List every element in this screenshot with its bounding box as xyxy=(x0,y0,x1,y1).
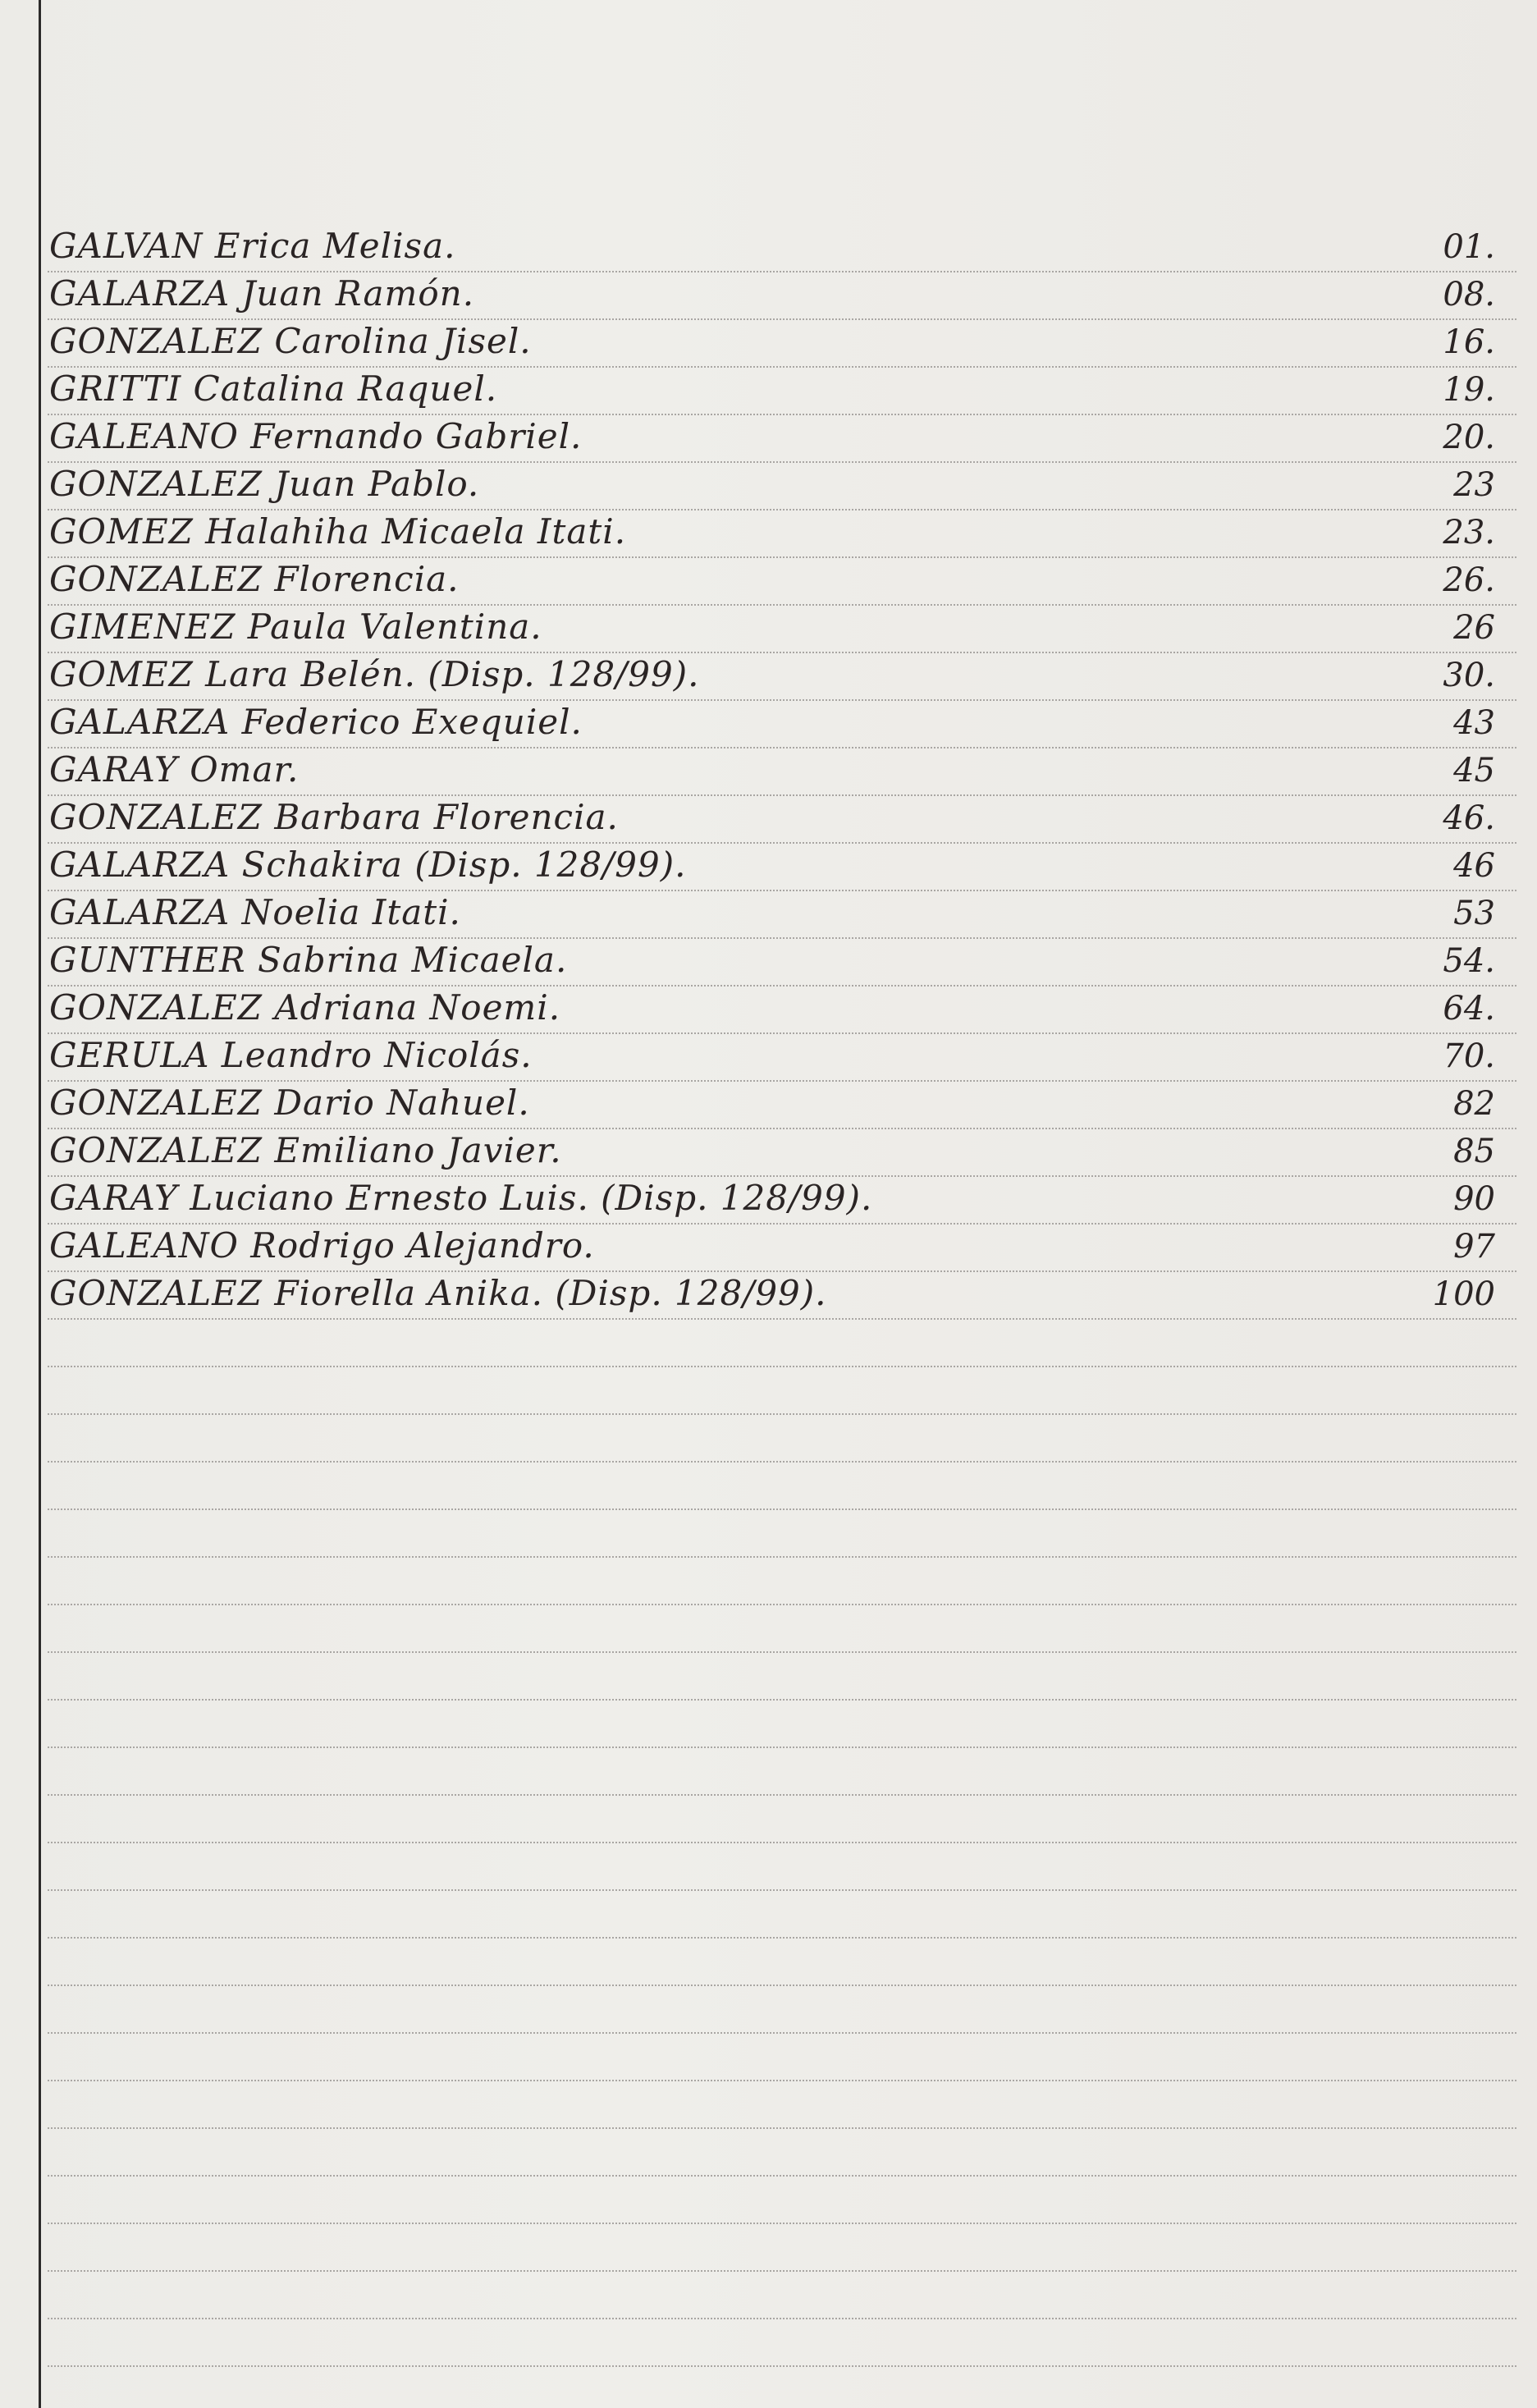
student-name: GALEANO Fernando Gabriel. xyxy=(49,416,583,456)
list-item xyxy=(49,937,1518,985)
list-item xyxy=(49,1270,1518,1318)
ruled-line xyxy=(48,1556,1516,1558)
student-name: GONZALEZ Juan Pablo. xyxy=(49,464,480,504)
student-name: GONZALEZ Barbara Florencia. xyxy=(49,797,619,837)
student-name: GALVAN Erica Melisa. xyxy=(49,226,456,266)
student-name: GALARZA Federico Exequiel. xyxy=(49,702,583,742)
list-item xyxy=(49,890,1518,937)
student-number: 97 xyxy=(1453,1228,1495,1266)
student-name: GALARZA Noelia Itati. xyxy=(49,892,461,932)
list-item xyxy=(49,699,1518,747)
student-name: GALEANO Rodrigo Alejandro. xyxy=(49,1225,595,1266)
ruled-line xyxy=(48,1413,1516,1415)
ruled-line xyxy=(48,2080,1516,2081)
student-number: 45 xyxy=(1453,752,1495,790)
student-number: 23. xyxy=(1443,514,1495,552)
list-item xyxy=(49,842,1518,890)
student-name: GALARZA Schakira (Disp. 128/99). xyxy=(49,845,687,885)
student-number: 23 xyxy=(1453,466,1495,504)
student-number: 46 xyxy=(1453,847,1495,885)
list-item xyxy=(49,556,1518,604)
student-number: 53 xyxy=(1453,895,1495,932)
ruled-line xyxy=(48,1746,1516,1748)
list-item xyxy=(49,1128,1518,1175)
ruled-line xyxy=(48,1461,1516,1463)
ruled-line xyxy=(48,1651,1516,1653)
list-item xyxy=(49,794,1518,842)
list-item xyxy=(49,1032,1518,1080)
ruled-line xyxy=(48,1366,1516,1367)
student-number: 46. xyxy=(1443,799,1495,837)
list-item xyxy=(49,1080,1518,1128)
list-item xyxy=(49,366,1518,414)
student-name: GONZALEZ Florencia. xyxy=(49,559,460,599)
list-item xyxy=(49,414,1518,461)
list-item xyxy=(49,652,1518,699)
student-name: GERULA Leandro Nicolás. xyxy=(49,1035,533,1075)
student-name: GONZALEZ Carolina Jisel. xyxy=(49,321,532,361)
ruled-line xyxy=(48,1842,1516,1843)
ruled-line xyxy=(48,1937,1516,1939)
student-number: 90 xyxy=(1453,1180,1495,1218)
student-name: GONZALEZ Adriana Noemi. xyxy=(49,987,561,1028)
ruled-line xyxy=(48,1889,1516,1891)
list-item xyxy=(49,509,1518,556)
student-number: 30. xyxy=(1443,657,1495,694)
student-name: GONZALEZ Emiliano Javier. xyxy=(49,1130,562,1170)
list-item xyxy=(49,318,1518,366)
student-number: 85 xyxy=(1453,1133,1495,1170)
list-item xyxy=(49,461,1518,509)
list-item xyxy=(49,747,1518,794)
ruled-line xyxy=(48,2127,1516,2129)
margin-line xyxy=(39,0,41,2408)
student-number: 19. xyxy=(1443,371,1495,409)
student-number: 70. xyxy=(1443,1037,1495,1075)
student-name: GRITTI Catalina Raquel. xyxy=(49,369,498,409)
student-name: GALARZA Juan Ramón. xyxy=(49,273,475,314)
student-number: 26. xyxy=(1443,561,1495,599)
ruled-line xyxy=(48,2175,1516,2177)
student-number: 82 xyxy=(1453,1085,1495,1123)
student-number: 100 xyxy=(1432,1275,1495,1313)
student-number: 01. xyxy=(1443,228,1495,266)
ruled-line xyxy=(48,1985,1516,1986)
list-item xyxy=(49,1175,1518,1223)
student-name: GARAY Omar. xyxy=(49,749,300,790)
ruled-line xyxy=(48,2318,1516,2319)
ruled-line xyxy=(48,2365,1516,2367)
student-name: GIMENEZ Paula Valentina. xyxy=(49,607,542,647)
ruled-line xyxy=(48,1318,1516,1320)
ruled-line xyxy=(48,1604,1516,1605)
ruled-line xyxy=(48,1794,1516,1796)
student-number: 43 xyxy=(1453,704,1495,742)
ruled-line xyxy=(48,2032,1516,2034)
list-item xyxy=(49,1223,1518,1270)
student-number: 64. xyxy=(1443,990,1495,1028)
student-number: 26 xyxy=(1453,609,1495,647)
student-number: 08. xyxy=(1443,276,1495,314)
list-item xyxy=(49,223,1518,271)
student-number: 54. xyxy=(1443,942,1495,980)
student-name: GOMEZ Lara Belén. (Disp. 128/99). xyxy=(49,654,700,694)
student-name: GONZALEZ Fiorella Anika. (Disp. 128/99). xyxy=(49,1273,827,1313)
student-name: GARAY Luciano Ernesto Luis. (Disp. 128/99). xyxy=(49,1178,873,1218)
list-item xyxy=(49,604,1518,652)
student-number: 16. xyxy=(1443,323,1495,361)
student-number: 20. xyxy=(1443,419,1495,456)
ruled-line xyxy=(48,2223,1516,2224)
list-item xyxy=(49,271,1518,318)
student-name: GOMEZ Halahiha Micaela Itati. xyxy=(49,511,627,552)
ruled-line xyxy=(48,2270,1516,2272)
student-name: GUNTHER Sabrina Micaela. xyxy=(49,940,568,980)
ruled-line xyxy=(48,1508,1516,1510)
ruled-line xyxy=(48,1699,1516,1701)
student-name: GONZALEZ Dario Nahuel. xyxy=(49,1083,530,1123)
list-item xyxy=(49,985,1518,1032)
